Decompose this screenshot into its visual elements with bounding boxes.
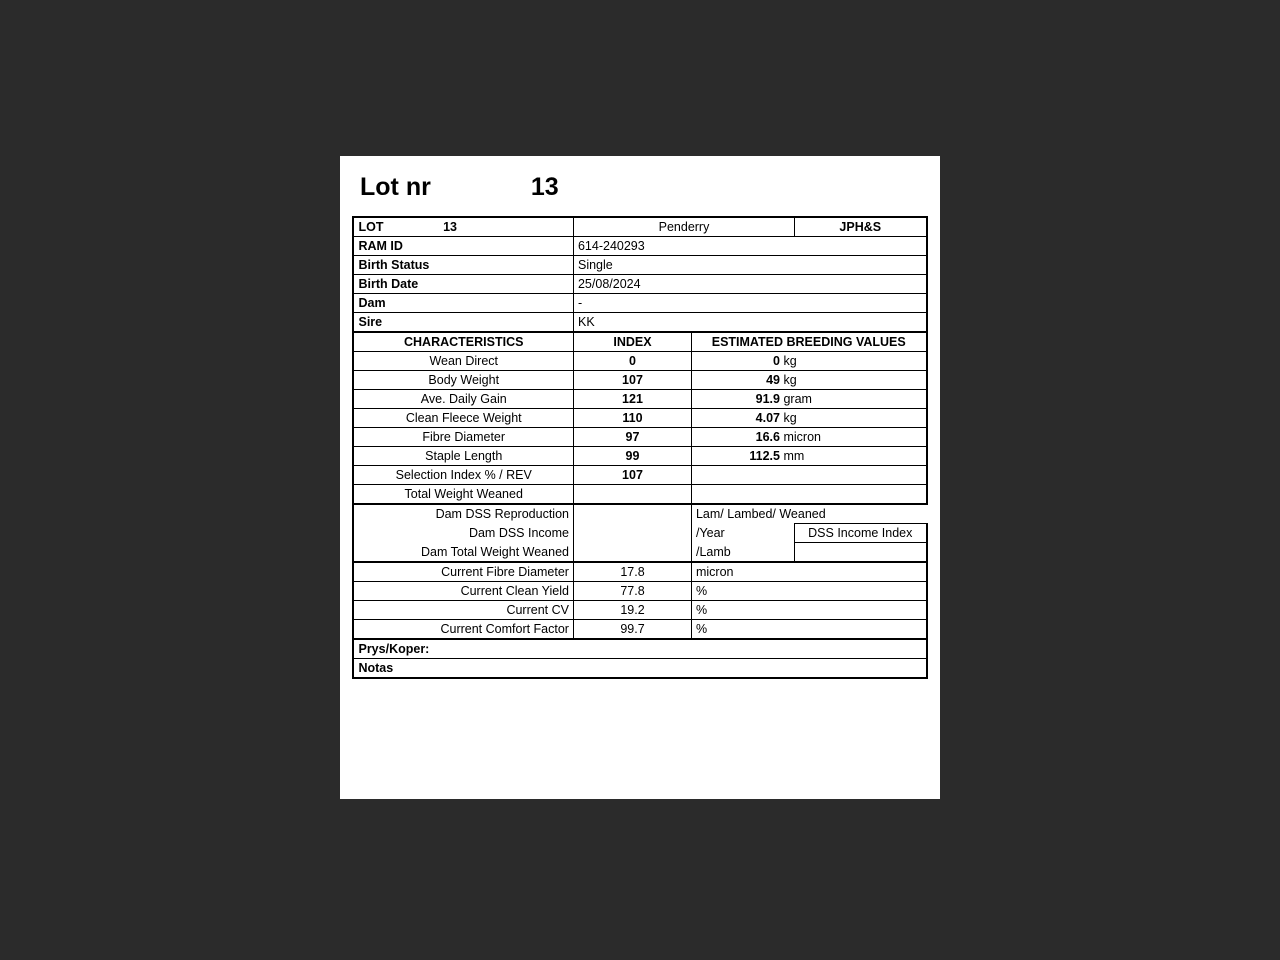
trait-index: 107 bbox=[573, 371, 691, 390]
lot-number-label: Lot nr bbox=[360, 172, 431, 201]
trait-index: 107 bbox=[573, 466, 691, 485]
trait-ebv-value: 112.5 bbox=[749, 449, 780, 463]
auction-catalogue-page bbox=[340, 156, 940, 799]
table-row bbox=[353, 658, 926, 678]
current-unit: micron bbox=[691, 562, 926, 582]
table-row bbox=[353, 409, 926, 428]
trait-ebv-unit: kg bbox=[783, 411, 797, 425]
trait-index: 99 bbox=[573, 447, 691, 466]
dam-total-weight-weaned-label: Dam Total Weight Weaned bbox=[353, 543, 573, 562]
table-row bbox=[353, 237, 926, 256]
trait-name: Fibre Diameter bbox=[353, 428, 573, 447]
trait-ebv-unit: mm bbox=[783, 449, 805, 463]
trait-ebv-unit: kg bbox=[783, 373, 797, 387]
trait-ebv bbox=[691, 409, 926, 428]
sire-label: Sire bbox=[353, 313, 573, 333]
table-header-row bbox=[353, 332, 926, 352]
current-unit: % bbox=[691, 581, 926, 600]
table-row bbox=[353, 466, 926, 485]
lot-number-value: 13 bbox=[530, 172, 559, 201]
current-value: 99.7 bbox=[573, 619, 691, 639]
dam-dss-income-label: Dam DSS Income bbox=[353, 524, 573, 543]
table-row bbox=[353, 256, 926, 275]
trait-ebv bbox=[691, 466, 926, 485]
trait-ebv-value: 0 bbox=[773, 354, 780, 368]
col-index: INDEX bbox=[573, 332, 691, 352]
current-label: Current Fibre Diameter bbox=[353, 562, 573, 582]
birth-status-label: Birth Status bbox=[353, 256, 573, 275]
dam-value: - bbox=[573, 294, 926, 313]
dam-dss-reproduction-value: Lam/ Lambed/ Weaned bbox=[691, 504, 926, 524]
birth-date-label: Birth Date bbox=[353, 275, 573, 294]
trait-index: 121 bbox=[573, 390, 691, 409]
current-label: Current Clean Yield bbox=[353, 581, 573, 600]
current-value: 19.2 bbox=[573, 600, 691, 619]
trait-index: 110 bbox=[573, 409, 691, 428]
table-row bbox=[353, 619, 926, 639]
current-value: 77.8 bbox=[573, 581, 691, 600]
stud-name: Penderry bbox=[573, 217, 794, 237]
current-unit: % bbox=[691, 619, 926, 639]
table-row bbox=[353, 352, 926, 371]
trait-ebv-unit: gram bbox=[783, 392, 812, 406]
current-unit: % bbox=[691, 600, 926, 619]
trait-ebv-unit: kg bbox=[783, 354, 797, 368]
dss-income-index-label: DSS Income Index bbox=[795, 524, 927, 543]
lot-label: LOT bbox=[358, 220, 384, 234]
trait-index bbox=[573, 485, 691, 505]
table-row bbox=[353, 485, 926, 505]
table-row bbox=[353, 217, 926, 237]
dam-dss-index bbox=[573, 504, 691, 562]
trait-index: 0 bbox=[573, 352, 691, 371]
dss-income-index-value bbox=[795, 543, 927, 562]
table-row bbox=[353, 581, 926, 600]
col-ebv: ESTIMATED BREEDING VALUES bbox=[691, 332, 926, 352]
trait-name: Clean Fleece Weight bbox=[353, 409, 573, 428]
table-row bbox=[353, 390, 926, 409]
col-characteristics: CHARACTERISTICS bbox=[353, 332, 573, 352]
dam-total-weight-weaned-value: /Lamb bbox=[691, 543, 794, 562]
trait-index: 97 bbox=[573, 428, 691, 447]
trait-ebv-value: 91.9 bbox=[755, 392, 780, 406]
table-row bbox=[353, 313, 926, 333]
trait-ebv-unit: micron bbox=[783, 430, 821, 444]
trait-name: Selection Index % / REV bbox=[353, 466, 573, 485]
trait-name: Total Weight Weaned bbox=[353, 485, 573, 505]
table-row bbox=[353, 275, 926, 294]
ram-id-label: RAM ID bbox=[353, 237, 573, 256]
table-row bbox=[353, 600, 926, 619]
trait-name: Ave. Daily Gain bbox=[353, 390, 573, 409]
dam-dss-income-value: /Year bbox=[691, 524, 794, 543]
current-label: Current CV bbox=[353, 600, 573, 619]
trait-ebv bbox=[691, 352, 926, 371]
notes-field[interactable]: Notas bbox=[353, 658, 926, 678]
lot-cell bbox=[353, 217, 573, 237]
current-label: Current Comfort Factor bbox=[353, 619, 573, 639]
trait-ebv-value: 16.6 bbox=[755, 430, 780, 444]
table-row bbox=[353, 428, 926, 447]
table-row bbox=[353, 294, 926, 313]
table-row bbox=[353, 371, 926, 390]
breeder-code: JPH&S bbox=[795, 217, 927, 237]
trait-ebv bbox=[691, 447, 926, 466]
dam-dss-reproduction-label: Dam DSS Reproduction bbox=[353, 504, 573, 524]
ram-data-table bbox=[352, 216, 927, 679]
trait-ebv bbox=[691, 390, 926, 409]
dam-label: Dam bbox=[353, 294, 573, 313]
current-value: 17.8 bbox=[573, 562, 691, 582]
page-title bbox=[340, 156, 940, 206]
table-row bbox=[353, 639, 926, 659]
trait-name: Wean Direct bbox=[353, 352, 573, 371]
birth-status-value: Single bbox=[573, 256, 926, 275]
trait-ebv bbox=[691, 485, 926, 505]
table-row bbox=[353, 447, 926, 466]
trait-ebv-value: 4.07 bbox=[755, 411, 780, 425]
birth-date-value: 25/08/2024 bbox=[573, 275, 926, 294]
trait-ebv bbox=[691, 371, 926, 390]
trait-name: Body Weight bbox=[353, 371, 573, 390]
table-row bbox=[353, 562, 926, 582]
lot-value: 13 bbox=[443, 220, 457, 234]
sire-value: KK bbox=[573, 313, 926, 333]
trait-name: Staple Length bbox=[353, 447, 573, 466]
trait-ebv-value: 49 bbox=[766, 373, 780, 387]
trait-ebv bbox=[691, 428, 926, 447]
table-row bbox=[353, 504, 926, 524]
price-buyer-field[interactable]: Prys/Koper: bbox=[353, 639, 926, 659]
ram-id-value: 614-240293 bbox=[573, 237, 926, 256]
